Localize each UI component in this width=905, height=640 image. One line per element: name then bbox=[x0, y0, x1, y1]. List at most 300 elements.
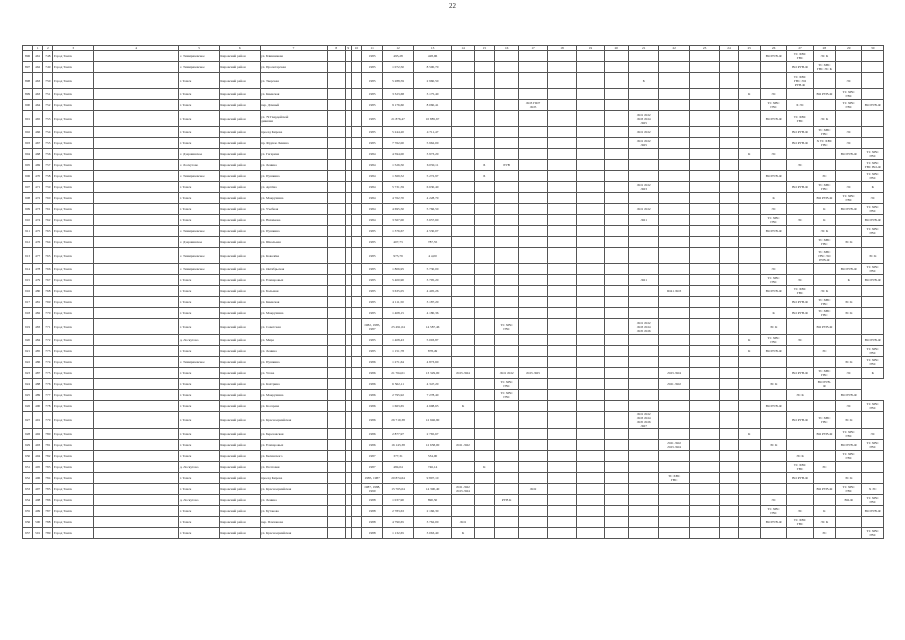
table-cell: 1985 bbox=[362, 62, 383, 73]
table-cell bbox=[689, 264, 719, 275]
table-cell bbox=[327, 51, 345, 62]
table-cell bbox=[547, 390, 576, 401]
table-cell: г. Томск bbox=[179, 517, 220, 528]
table-cell bbox=[689, 462, 719, 473]
table-cell: 922 bbox=[23, 357, 33, 368]
table-cell: ЭС К bbox=[836, 308, 862, 319]
table-cell bbox=[519, 248, 547, 264]
table-cell bbox=[577, 517, 604, 528]
table-cell: 4 711,47 bbox=[413, 127, 452, 138]
table-cell bbox=[474, 73, 494, 89]
table-cell: г. Томск bbox=[179, 368, 220, 379]
table-cell: 472 bbox=[33, 193, 43, 204]
table-cell bbox=[547, 495, 576, 506]
table-cell: 10 885,67 bbox=[413, 111, 452, 127]
table-cell bbox=[689, 275, 719, 286]
table-cell bbox=[738, 506, 760, 517]
table-cell bbox=[738, 62, 760, 73]
table-cell bbox=[862, 127, 884, 138]
table-cell bbox=[474, 51, 494, 62]
table-cell bbox=[94, 346, 179, 357]
table-cell: ул. Мокрушина bbox=[260, 308, 327, 319]
table-cell: 767 bbox=[43, 275, 53, 286]
table-cell bbox=[474, 517, 494, 528]
table-cell bbox=[351, 412, 361, 429]
table-cell bbox=[327, 286, 345, 297]
table-cell: 20 874,64 bbox=[383, 473, 413, 484]
table-cell: 784 bbox=[43, 473, 53, 484]
table-cell bbox=[628, 473, 658, 484]
table-cell bbox=[327, 440, 345, 451]
table-cell bbox=[577, 308, 604, 319]
table-cell bbox=[787, 440, 813, 451]
table-cell: 468 bbox=[33, 149, 43, 160]
table-cell bbox=[351, 429, 361, 440]
table-cell: Кировский район bbox=[219, 297, 260, 308]
table-cell bbox=[628, 440, 658, 451]
table-cell bbox=[547, 215, 576, 226]
table-cell: д. Лоскутово bbox=[179, 335, 220, 346]
table-cell bbox=[787, 237, 813, 248]
table-cell bbox=[689, 401, 719, 412]
table-cell bbox=[547, 275, 576, 286]
table-cell bbox=[836, 379, 862, 390]
table-cell: Кировский район bbox=[219, 319, 260, 335]
table-cell: 907 bbox=[23, 182, 33, 193]
table-cell: 751 bbox=[43, 89, 53, 100]
table-cell: г. Томск bbox=[179, 138, 220, 149]
table-cell: 481 bbox=[33, 297, 43, 308]
table-cell: ТС ХВС ГВС bbox=[836, 451, 862, 462]
table-cell bbox=[760, 160, 786, 171]
table-cell bbox=[628, 51, 658, 62]
table-cell bbox=[547, 127, 576, 138]
table-cell: ВО РУВ-Ф bbox=[862, 506, 884, 517]
table-cell bbox=[494, 451, 518, 462]
table-cell bbox=[547, 204, 576, 215]
table-cell: ВО РУВ-Ф bbox=[787, 473, 813, 484]
table-cell bbox=[577, 182, 604, 193]
table-cell bbox=[720, 73, 738, 89]
table-cell bbox=[94, 286, 179, 297]
table-cell bbox=[327, 451, 345, 462]
table-cell bbox=[351, 357, 361, 368]
table-cell bbox=[738, 473, 760, 484]
table-cell bbox=[452, 127, 474, 138]
header-cell: 5 bbox=[179, 46, 220, 51]
table-cell bbox=[659, 226, 689, 237]
table-cell: с. Тимирязевское bbox=[179, 51, 220, 62]
table-cell bbox=[519, 193, 547, 204]
table-cell: ТС ХВС ГВС bbox=[862, 204, 884, 215]
table-cell: ЛО1 ЛО2 bbox=[628, 127, 658, 138]
table-cell bbox=[659, 517, 689, 528]
table-cell bbox=[628, 226, 658, 237]
table-row bbox=[23, 473, 884, 484]
table-cell: ТС ХВС ГВС bbox=[862, 495, 884, 506]
table-cell: Кировский район bbox=[219, 127, 260, 138]
table-cell: 759 bbox=[43, 182, 53, 193]
table-cell: 932 bbox=[23, 473, 33, 484]
table-cell bbox=[351, 390, 361, 401]
table-cell bbox=[452, 286, 474, 297]
table-cell bbox=[659, 462, 689, 473]
table-cell bbox=[720, 357, 738, 368]
table-cell bbox=[760, 138, 786, 149]
table-cell: 934 bbox=[23, 495, 33, 506]
table-cell: Город Томск bbox=[53, 62, 94, 73]
table-cell: Кировский район bbox=[219, 193, 260, 204]
table-cell bbox=[604, 275, 628, 286]
table-cell bbox=[94, 193, 179, 204]
table-cell bbox=[494, 440, 518, 451]
table-cell: 1987, 1988, 1990 bbox=[362, 484, 383, 495]
table-cell: 904 bbox=[23, 149, 33, 160]
table-cell bbox=[494, 138, 518, 149]
table-cell bbox=[628, 100, 658, 111]
table-cell bbox=[720, 308, 738, 319]
header-cell: 14 bbox=[452, 46, 474, 51]
table-cell bbox=[720, 100, 738, 111]
table-cell: 1985 bbox=[362, 286, 383, 297]
table-cell bbox=[577, 215, 604, 226]
table-cell bbox=[474, 275, 494, 286]
table-cell bbox=[862, 138, 884, 149]
table-cell: 16 143,38 bbox=[383, 440, 413, 451]
table-cell bbox=[494, 335, 518, 346]
table-cell: ВО РУВ-Ф bbox=[862, 335, 884, 346]
table-cell: г. Томск bbox=[179, 440, 220, 451]
table-cell bbox=[720, 149, 738, 160]
table-cell: г. Томск bbox=[179, 275, 220, 286]
table-cell: ВО РУВ-Ф bbox=[836, 149, 862, 160]
table-cell: ТС ХВС ГВС bbox=[813, 412, 835, 429]
table-cell bbox=[519, 127, 547, 138]
table-cell: пер. Дачный bbox=[260, 100, 327, 111]
table-cell bbox=[604, 429, 628, 440]
table-cell bbox=[474, 506, 494, 517]
table-cell bbox=[659, 149, 689, 160]
table-cell bbox=[452, 346, 474, 357]
table-cell: 486 bbox=[33, 357, 43, 368]
table-cell: ЛО3 ЛО5 bbox=[519, 368, 547, 379]
table-cell bbox=[547, 429, 576, 440]
table-cell bbox=[738, 440, 760, 451]
table-cell bbox=[836, 51, 862, 62]
table-cell bbox=[659, 506, 689, 517]
table-cell: 1987 bbox=[362, 462, 383, 473]
table-cell: 1985 bbox=[362, 51, 383, 62]
table-cell: ТС ХВС ГВС bbox=[787, 286, 813, 297]
table-cell bbox=[689, 379, 719, 390]
table-cell: К bbox=[836, 275, 862, 286]
table-cell bbox=[577, 473, 604, 484]
table-cell bbox=[760, 248, 786, 264]
header-cell: 18 bbox=[547, 46, 576, 51]
table-cell bbox=[94, 484, 179, 495]
table-cell bbox=[94, 401, 179, 412]
table-cell: 5 731,59 bbox=[383, 182, 413, 193]
table-cell: 929 bbox=[23, 440, 33, 451]
table-cell: ЭС bbox=[787, 160, 813, 171]
table-row bbox=[23, 429, 884, 440]
table-cell bbox=[604, 335, 628, 346]
table-cell: ТС ХВС ГВС ЭО РУВ-Ф bbox=[813, 248, 835, 264]
table-cell: 3 635,05 bbox=[383, 286, 413, 297]
table-row bbox=[23, 528, 884, 539]
table-cell bbox=[547, 506, 576, 517]
table-cell: ТС ХВС ГВС bbox=[813, 237, 835, 248]
table-cell bbox=[94, 264, 179, 275]
table-cell bbox=[760, 484, 786, 495]
table-cell: ул. Ленина bbox=[260, 346, 327, 357]
table-cell bbox=[604, 160, 628, 171]
table-cell bbox=[474, 193, 494, 204]
table-cell: К bbox=[738, 335, 760, 346]
table-row bbox=[23, 286, 884, 297]
table-cell bbox=[577, 429, 604, 440]
table-cell: 787,55 bbox=[413, 237, 452, 248]
table-cell bbox=[628, 451, 658, 462]
table-cell bbox=[659, 204, 689, 215]
table-cell bbox=[760, 357, 786, 368]
table-cell: 3 657,60 bbox=[413, 215, 452, 226]
table-row bbox=[23, 506, 884, 517]
table-cell: 21 764,01 bbox=[383, 368, 413, 379]
table-cell bbox=[659, 138, 689, 149]
table-cell bbox=[351, 62, 361, 73]
table-row bbox=[23, 149, 884, 160]
table-cell bbox=[604, 149, 628, 160]
table-cell bbox=[577, 379, 604, 390]
table-cell bbox=[604, 440, 628, 451]
table-cell: Кировский район bbox=[219, 308, 260, 319]
table-cell: ТС ХВС ГВС bbox=[862, 401, 884, 412]
table-cell: ВО РУВ-Ф bbox=[787, 308, 813, 319]
table-cell: 1984 bbox=[362, 182, 383, 193]
table-cell: Кировский район bbox=[219, 401, 260, 412]
table-row bbox=[23, 127, 884, 138]
table-cell: 4 790,65 bbox=[383, 517, 413, 528]
table-cell: 2 783,63 bbox=[383, 506, 413, 517]
table-cell bbox=[452, 193, 474, 204]
table-cell: 789 bbox=[43, 528, 53, 539]
table-cell bbox=[474, 248, 494, 264]
table-cell bbox=[351, 248, 361, 264]
table-cell: г. Томск bbox=[179, 506, 220, 517]
table-cell bbox=[738, 160, 760, 171]
table-cell bbox=[813, 335, 835, 346]
table-cell bbox=[94, 138, 179, 149]
table-cell: 1 037,90 bbox=[383, 495, 413, 506]
table-cell bbox=[628, 248, 658, 264]
table-cell bbox=[659, 127, 689, 138]
table-cell bbox=[659, 89, 689, 100]
table-cell bbox=[577, 528, 604, 539]
table-cell: 774 bbox=[43, 357, 53, 368]
table-cell: Кировский район bbox=[219, 62, 260, 73]
table-cell: 2 795,92 bbox=[383, 390, 413, 401]
table-cell bbox=[720, 226, 738, 237]
table-cell bbox=[738, 264, 760, 275]
table-cell bbox=[519, 440, 547, 451]
table-cell bbox=[760, 390, 786, 401]
table-cell bbox=[720, 401, 738, 412]
table-cell: ВО РУВ-Ф bbox=[813, 319, 835, 335]
table-cell bbox=[327, 138, 345, 149]
table-cell: ЭС bbox=[836, 127, 862, 138]
table-cell bbox=[519, 62, 547, 73]
table-cell: ТС ХВС ГВС bbox=[862, 226, 884, 237]
table-cell: 771 bbox=[43, 319, 53, 335]
table-cell bbox=[351, 517, 361, 528]
table-cell bbox=[94, 237, 179, 248]
table-cell bbox=[351, 286, 361, 297]
table-cell: 26 719,38 bbox=[383, 412, 413, 429]
table-cell: ТС ХВС ГВС bbox=[862, 264, 884, 275]
table-cell: Кировский район bbox=[219, 204, 260, 215]
table-cell bbox=[452, 171, 474, 182]
table-cell: Город Томск bbox=[53, 286, 94, 297]
table-cell bbox=[720, 51, 738, 62]
table-cell bbox=[738, 319, 760, 335]
table-cell: Кировский район bbox=[219, 484, 260, 495]
table-cell: 1985 bbox=[362, 138, 383, 149]
table-cell bbox=[547, 517, 576, 528]
table-cell: Кировский район bbox=[219, 182, 260, 193]
table-cell: 4 180,36 bbox=[413, 308, 452, 319]
table-cell: ЭС К bbox=[836, 473, 862, 484]
table-cell: 5 400,90 bbox=[383, 275, 413, 286]
table-cell bbox=[494, 346, 518, 357]
table-cell: 493,28 bbox=[383, 51, 413, 62]
table-cell bbox=[351, 495, 361, 506]
table-cell: 1988 bbox=[362, 506, 383, 517]
table-cell: ЛО1 ЛО2 ЛО3 ЛО4 ЛО5 ЛО6 ЛО7 bbox=[628, 412, 658, 429]
table-cell bbox=[494, 237, 518, 248]
table-cell bbox=[577, 237, 604, 248]
table-cell: с. Тимирязевское bbox=[179, 264, 220, 275]
table-row bbox=[23, 62, 884, 73]
table-row bbox=[23, 495, 884, 506]
table-cell bbox=[577, 127, 604, 138]
table-cell: 4 873,60 bbox=[413, 357, 452, 368]
table-cell bbox=[720, 319, 738, 335]
table-cell: 499 bbox=[33, 506, 43, 517]
table-cell bbox=[474, 264, 494, 275]
table-cell bbox=[738, 182, 760, 193]
table-cell bbox=[577, 346, 604, 357]
table-cell bbox=[547, 308, 576, 319]
table-cell: ЭС К bbox=[813, 517, 835, 528]
table-cell bbox=[738, 73, 760, 89]
table-cell bbox=[327, 62, 345, 73]
table-cell bbox=[604, 62, 628, 73]
table-row bbox=[23, 451, 884, 462]
table-cell bbox=[327, 506, 345, 517]
table-cell bbox=[738, 462, 760, 473]
table-cell bbox=[494, 171, 518, 182]
table-cell bbox=[452, 429, 474, 440]
table-cell: 1984 bbox=[362, 204, 383, 215]
table-cell: ул. Красноармейская bbox=[260, 484, 327, 495]
table-cell bbox=[547, 473, 576, 484]
table-cell: 4 530,07 bbox=[413, 226, 452, 237]
table-cell: Кировский район bbox=[219, 506, 260, 517]
header-cell: 9 bbox=[345, 46, 351, 51]
table-cell: ул. Пушкина bbox=[260, 357, 327, 368]
table-cell: 4 698,63 bbox=[413, 401, 452, 412]
table-cell bbox=[351, 171, 361, 182]
table-cell: ЭС bbox=[787, 335, 813, 346]
table-cell bbox=[452, 248, 474, 264]
table-cell: 769 bbox=[43, 297, 53, 308]
table-cell: ул. Красноармейская bbox=[260, 412, 327, 429]
table-cell bbox=[577, 89, 604, 100]
table-cell bbox=[738, 286, 760, 297]
table-cell bbox=[474, 286, 494, 297]
table-cell bbox=[452, 264, 474, 275]
table-cell: 4 228,70 bbox=[413, 193, 452, 204]
table-cell bbox=[862, 308, 884, 319]
table-cell: ЛОЗ ГШ7 ЛО5 bbox=[519, 100, 547, 111]
table-cell bbox=[519, 528, 547, 539]
table-cell bbox=[577, 495, 604, 506]
table-cell bbox=[351, 237, 361, 248]
table-cell bbox=[659, 412, 689, 429]
table-cell bbox=[327, 335, 345, 346]
table-cell: 3 187,20 bbox=[413, 297, 452, 308]
table-cell: ЛО1 bbox=[628, 215, 658, 226]
table-cell: 768 bbox=[43, 286, 53, 297]
table-cell bbox=[327, 248, 345, 264]
table-cell: с. Лоскутово bbox=[179, 160, 220, 171]
table-cell: ЛО1 ЛО2 bbox=[494, 368, 518, 379]
table-cell: 487 bbox=[33, 368, 43, 379]
table-cell bbox=[474, 226, 494, 237]
table-cell bbox=[327, 237, 345, 248]
table-cell bbox=[720, 390, 738, 401]
table-cell bbox=[628, 89, 658, 100]
table-cell bbox=[813, 149, 835, 160]
table-cell bbox=[494, 149, 518, 160]
table-cell bbox=[547, 346, 576, 357]
table-cell bbox=[547, 297, 576, 308]
table-cell: Кировский район bbox=[219, 440, 260, 451]
table-cell bbox=[494, 226, 518, 237]
table-cell: ТС ХВС ГВС bbox=[760, 100, 786, 111]
table-cell: ВО РУВ-Ф bbox=[787, 368, 813, 379]
table-cell bbox=[94, 275, 179, 286]
table-cell bbox=[659, 182, 689, 193]
table-cell: с. Тимирязевское bbox=[179, 171, 220, 182]
table-cell bbox=[519, 319, 547, 335]
table-cell bbox=[519, 297, 547, 308]
table-cell bbox=[862, 286, 884, 297]
table-cell bbox=[862, 51, 884, 62]
table-cell bbox=[760, 182, 786, 193]
table-row bbox=[23, 390, 884, 401]
table-cell: 935 bbox=[23, 506, 33, 517]
table-cell bbox=[94, 429, 179, 440]
table-cell: ТС ХВС ГВС bbox=[787, 462, 813, 473]
table-cell bbox=[760, 473, 786, 484]
table-cell: 753 bbox=[43, 111, 53, 127]
table-cell: Кировский район bbox=[219, 451, 260, 462]
table-cell: ул. Нахимова bbox=[260, 215, 327, 226]
table-cell: ул. Артёма bbox=[260, 182, 327, 193]
table-cell: Город Томск bbox=[53, 517, 94, 528]
